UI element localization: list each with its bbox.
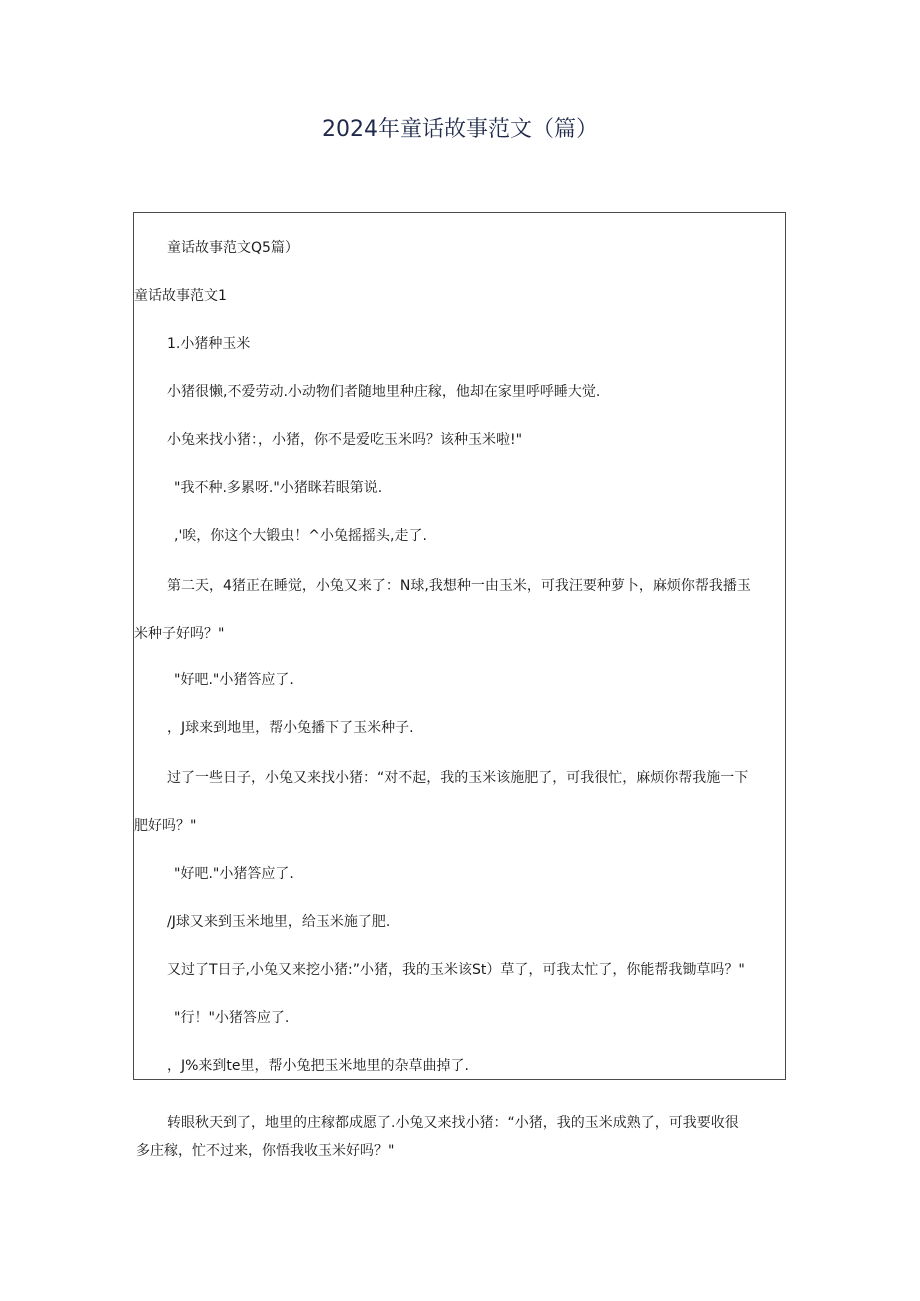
paragraph-line: 米种子好吗？" [134,626,225,642]
paragraph-line: ,'唉，你这个大锻虫！^小兔摇摇头,走了. [174,528,427,544]
document-title: 2024年童话故事范文（篇） [322,117,598,142]
paragraph-line: 多庄稼，忙不过来，你悟我收玉米好吗？" [136,1143,395,1159]
story-subtitle: 童话故事范文Q5篇） [167,240,299,256]
paragraph-line: 小猪很懒,不爱劳动.小动物们者随地里种庄稼，他却在家里呼呼睡大觉. [167,384,601,400]
paragraph-line: 肥好吗？" [134,818,197,834]
story-heading: 童话故事范文1 [134,288,227,304]
paragraph-line: "我不种.多累呀."小猪眯若眼第说. [174,480,383,496]
paragraph-line: 过了一些日子，小兔又来找小猪：“对不起，我的玉米该施肥了，可我很忙，麻烦你帮我施一下 [167,770,749,786]
paragraph-line: "好吧."小猪答应了. [174,866,294,882]
paragraph-line: ，J球来到地里，帮小兔播下了玉米种子. [167,720,414,736]
paragraph-line: "行！"小猪答应了. [174,1010,290,1026]
paragraph-line: /J球又来到玉米地里，给玉米施了肥. [167,914,391,930]
paragraph-line: ，J%来到te里，帮小兔把玉米地里的杂草曲掉了. [167,1058,469,1074]
section-heading: 1.小猪种玉米 [167,336,251,352]
paragraph-line: 第二天，4猪正在睡觉，小兔又来了：N球,我想种一由玉米，可我汪要种萝卜，麻烦你帮我播玉 [167,578,751,594]
paragraph-line: 又过了T日子,小兔又来挖小猪:”小猪，我的玉米该St）草了，可我太忙了，你能帮我锄草吗？" [167,962,745,978]
paragraph-line: 转眼秋天到了，地里的庄稼都成愿了.小兔又来找小猪：“小猪，我的玉米成熟了，可我要收很 [167,1115,739,1131]
paragraph-line: "好吧."小猪答应了. [174,672,294,688]
paragraph-line: 小兔来找小猪：，小猪，你不是爱吃玉米吗？该种玉米啦!" [167,432,523,448]
